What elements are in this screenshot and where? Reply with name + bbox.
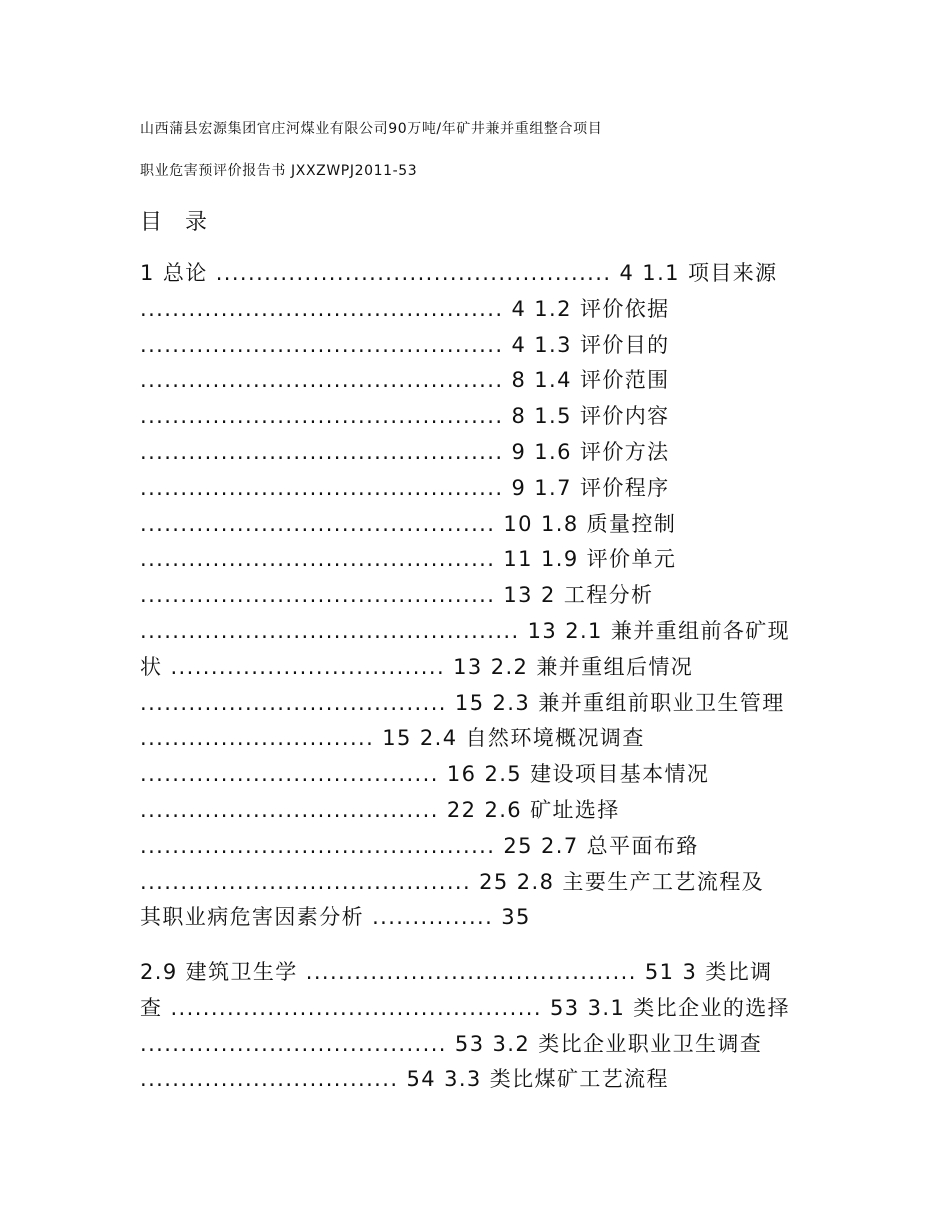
toc-line: ............................................. 9 1.7 评价程序 <box>140 475 670 500</box>
toc-line: 2.9 建筑卫生学 ......................................... 51 3 类比调 <box>140 960 773 984</box>
toc-line: ......................................... 25 2.8 主要生产工艺流程及 <box>140 869 765 894</box>
toc-line: 查 .............................................. 53 3.1 类比企业的选择 <box>140 995 791 1020</box>
toc-line: 状 .................................. 13 2.2 兼并重组后情况 <box>140 654 694 679</box>
toc-line: ............................................ 25 2.7 总平面布臵 <box>140 833 699 858</box>
toc-line: ..................................... 16 2.5 建设项目基本情况 <box>140 762 710 787</box>
toc-line: ............................................. 4 1.2 评价依据 <box>140 296 670 321</box>
toc-line: 1 总论 ................................................. 4 1.1 项目来源 <box>140 261 778 285</box>
toc-line: ............................. 15 2.4 自然环境概况调查 <box>140 726 645 751</box>
toc-block-2 <box>140 955 820 1098</box>
toc-line: ...................................... 15 2.3 兼并重组前职业卫生管理 <box>140 690 785 715</box>
toc-line: ..................................... 22 2.6 矿址选择 <box>140 797 620 822</box>
toc-line: 其职业病危害因素分析 ............... 35 <box>140 905 531 930</box>
toc-line: ............................................ 13 2 工程分析 <box>140 583 654 608</box>
report-header-report-number: 职业危害预评价报告书 JXXZWPJ2011-53 <box>140 163 418 179</box>
toc-line: ............................................ 10 1.8 质量控制 <box>140 511 677 536</box>
toc-line: ............................................ 11 1.9 评价单元 <box>140 547 677 572</box>
toc-line: ................................ 54 3.3 类比煤矿工艺流程 <box>140 1067 669 1092</box>
toc-block-1 <box>140 256 820 936</box>
toc-line: ...................................... 53 3.2 类比企业职业卫生调查 <box>140 1031 763 1056</box>
toc-line: ............................................. 4 1.3 评价目的 <box>140 332 670 357</box>
toc-line: ............................................. 9 1.6 评价方法 <box>140 439 670 464</box>
toc-title: 目 录 <box>140 210 215 235</box>
toc-line: ............................................. 8 1.4 评价范围 <box>140 368 670 393</box>
toc-line: ............................................... 13 2.1 兼并重组前各矿现 <box>140 618 791 643</box>
toc-line: ............................................. 8 1.5 评价内容 <box>140 404 670 429</box>
report-header-project-title: 山西蒲县宏源集团官庄河煤业有限公司90万吨/年矿井兼并重组整合项目 <box>140 121 603 137</box>
